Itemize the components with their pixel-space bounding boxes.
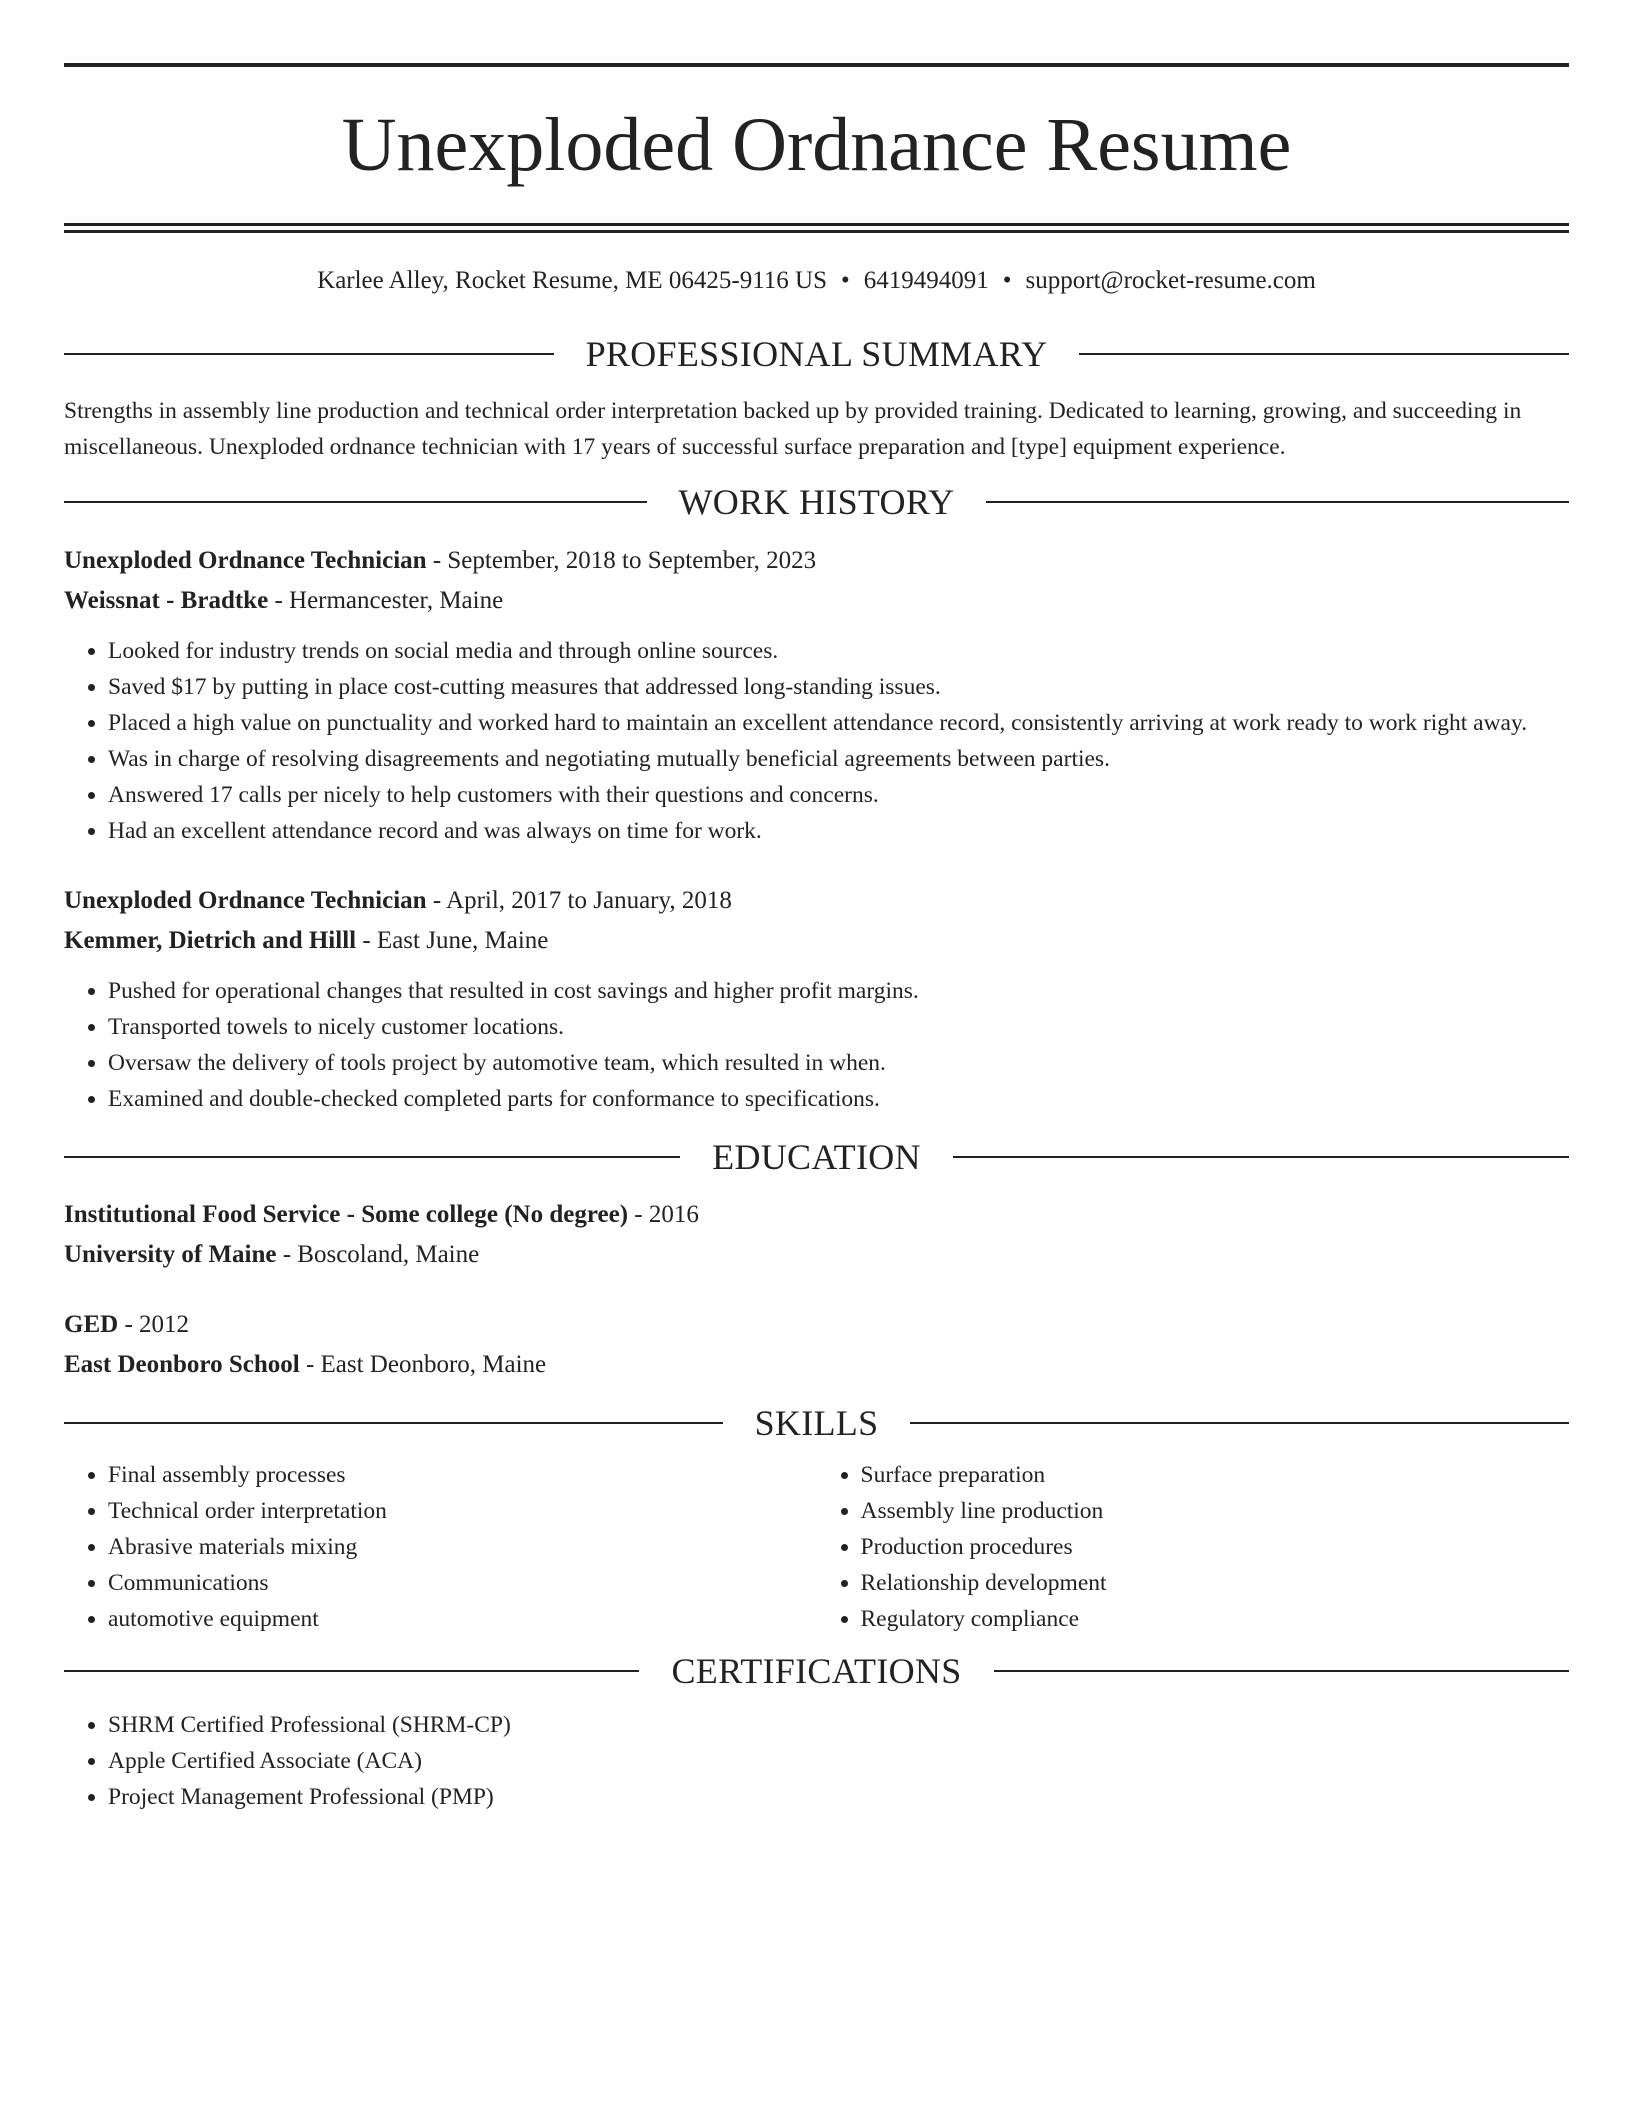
job-title: Unexploded Ordnance Technician xyxy=(64,887,427,914)
certification-item: • Apple Certified Associate (ACA) xyxy=(108,1743,1569,1779)
heading-rule-right xyxy=(953,1156,1569,1158)
job-bullet: • Transported towels to nicely customer locations. xyxy=(108,1009,1569,1045)
skill-item: • Communications xyxy=(108,1565,817,1601)
contact-address: Karlee Alley, Rocket Resume, ME 06425-9116 US xyxy=(317,267,828,294)
top-rule xyxy=(64,63,1569,67)
job-title-line xyxy=(64,541,1569,581)
education-heading-label: EDUCATION xyxy=(712,1137,921,1177)
education-year: - 2012 xyxy=(118,1311,190,1338)
education-entry xyxy=(64,1305,1569,1385)
job-company-line xyxy=(64,921,1569,961)
job-bullet: • Was in charge of resolving disagreements and negotiating mutually beneficial agreements between parties. xyxy=(108,741,1569,777)
job-company: Weissnat - Bradtke xyxy=(64,587,269,614)
skill-item: • Final assembly processes xyxy=(108,1457,817,1493)
heading-rule-left xyxy=(64,353,554,355)
certifications-heading-label: CERTIFICATIONS xyxy=(671,1651,962,1691)
work-history-heading-label: WORK HISTORY xyxy=(678,482,955,522)
contact-separator: • xyxy=(1002,267,1012,294)
education-school: University of Maine xyxy=(64,1241,277,1268)
contact-email: support@rocket-resume.com xyxy=(1025,267,1316,294)
education-location: - East Deonboro, Maine xyxy=(299,1351,547,1378)
contact-separator: • xyxy=(841,267,850,294)
job-entry xyxy=(64,541,1569,849)
heading-rule-right xyxy=(986,501,1569,503)
skills-column-left xyxy=(64,1457,817,1637)
education-degree-line xyxy=(64,1195,1569,1235)
skill-item: • Regulatory compliance xyxy=(861,1601,1570,1637)
job-bullet: • Placed a high value on punctuality and worked hard to maintain an excellent attendance record, consistently arriving at work ready to work right away. xyxy=(108,705,1569,741)
job-bullet: • Pushed for operational changes that resulted in cost savings and higher profit margins. xyxy=(108,973,1569,1009)
education-school: East Deonboro School xyxy=(64,1351,300,1378)
work-history-heading xyxy=(64,480,1569,524)
job-bullet: • Saved $17 by putting in place cost-cutting measures that addressed long-standing issues. xyxy=(108,669,1569,705)
contact-line xyxy=(64,264,1569,298)
skill-item: • Assembly line production xyxy=(861,1493,1570,1529)
education-heading xyxy=(64,1135,1569,1179)
heading-rule-right xyxy=(910,1422,1569,1424)
job-company: Kemmer, Dietrich and Hilll xyxy=(64,927,357,954)
job-title-line xyxy=(64,881,1569,921)
skill-item: • Technical order interpretation xyxy=(108,1493,817,1529)
heading-rule-left xyxy=(64,501,647,503)
summary-heading-label: PROFESSIONAL SUMMARY xyxy=(585,334,1048,374)
contact-phone: 6419494091 xyxy=(863,267,989,294)
job-location: - East June, Maine xyxy=(356,927,549,954)
skills-column-right xyxy=(817,1457,1570,1637)
heading-rule-left xyxy=(64,1670,639,1672)
job-bullet: • Answered 17 calls per nicely to help customers with their questions and concerns. xyxy=(108,777,1569,813)
job-bullets xyxy=(64,633,1569,849)
skill-item: • automotive equipment xyxy=(108,1601,817,1637)
heading-rule-right xyxy=(1079,353,1569,355)
job-title: Unexploded Ordnance Technician xyxy=(64,547,427,574)
resume-title: Unexploded Ordnance Resume xyxy=(341,103,1292,187)
job-bullet: • Oversaw the delivery of tools project by automotive team, which resulted in when. xyxy=(108,1045,1569,1081)
job-dates: - April, 2017 to January, 2018 xyxy=(426,887,732,914)
heading-rule-left xyxy=(64,1422,723,1424)
skill-item: • Abrasive materials mixing xyxy=(108,1529,817,1565)
job-location: - Hermancester, Maine xyxy=(268,587,504,614)
skills-heading xyxy=(64,1401,1569,1445)
heading-rule-right xyxy=(994,1670,1569,1672)
education-degree: Institutional Food Service - Some college (No degree) xyxy=(64,1201,629,1228)
certification-item: • SHRM Certified Professional (SHRM-CP) xyxy=(108,1707,1569,1743)
skill-item: • Relationship development xyxy=(861,1565,1570,1601)
certifications-heading xyxy=(64,1649,1569,1693)
job-dates: - September, 2018 to September, 2023 xyxy=(426,547,817,574)
education-year: - 2016 xyxy=(628,1201,699,1228)
education-degree: GED xyxy=(64,1311,119,1338)
education-entry xyxy=(64,1195,1569,1275)
skills-grid xyxy=(64,1457,1569,1637)
education-location: - Boscoland, Maine xyxy=(276,1241,480,1268)
heading-rule-left xyxy=(64,1156,680,1158)
summary-text: Strengths in assembly line production and technical order interpretation backed up by provided training. Dedicated to learning, growing, and succeeding in miscellaneous. Unexploded ordnance technician with 17 years of successful surface preparation and [type] equipment experience. xyxy=(64,398,1522,460)
certifications-list xyxy=(64,1707,1569,1815)
job-entry xyxy=(64,881,1569,1117)
skills-heading-label: SKILLS xyxy=(754,1403,879,1443)
education-school-line xyxy=(64,1235,1569,1275)
certification-item: • Project Management Professional (PMP) xyxy=(108,1779,1569,1815)
job-bullet: • Examined and double-checked completed parts for conformance to specifications. xyxy=(108,1081,1569,1117)
education-school-line xyxy=(64,1345,1569,1385)
skill-item: • Production procedures xyxy=(861,1529,1570,1565)
job-bullet: • Had an excellent attendance record and was always on time for work. xyxy=(108,813,1569,849)
title-double-rule xyxy=(64,223,1569,233)
skill-item: • Surface preparation xyxy=(861,1457,1570,1493)
job-bullets xyxy=(64,973,1569,1117)
education-degree-line xyxy=(64,1305,1569,1345)
job-bullet: • Looked for industry trends on social media and through online sources. xyxy=(108,633,1569,669)
summary-heading xyxy=(64,332,1569,376)
job-company-line xyxy=(64,581,1569,621)
